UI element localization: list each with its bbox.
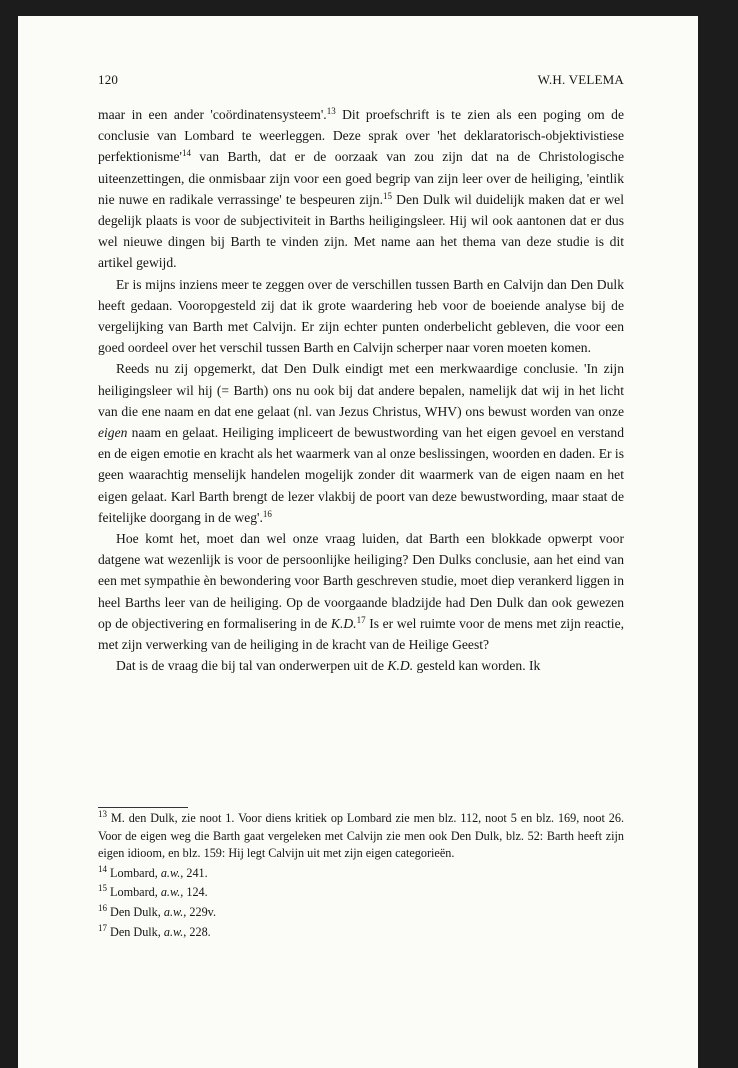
footnote-number: 17 xyxy=(98,922,107,933)
footnote-text: M. den Dulk, zie noot 1. Voor diens kritiek op Lombard zie men blz. 112, noot 5 en blz. 169, noot 26. Voor de eigen weg die Barth gaat vergeleken met Calvijn zie men ook Den Dulk, blz. 52: Barth heeft zijn eigen idioom, en blz. 159: Hij legt Calvijn uit met zijn eigen categorieën. xyxy=(98,811,625,861)
footnote-number: 15 xyxy=(98,883,107,894)
footnote-text: , 229v. xyxy=(183,904,217,919)
footnote-divider xyxy=(98,807,188,808)
body-text xyxy=(98,104,624,676)
emphasis: K.D. xyxy=(387,658,414,674)
footnote-text: Den Dulk, xyxy=(110,924,164,939)
text-run: Dat is de vraag die bij tal van onderwerpen uit de xyxy=(116,658,388,674)
paragraph-2: Er is mijns inziens meer te zeggen over de verschillen tussen Barth en Calvijn dan Den Dulk heeft gedaan. Vooropgesteld zij dat ik grote waardering heb voor de boeiende analyse bij de vergelijking van Barth met Calvijn. Er zijn echter punten onderbelicht gebleven, die voor een goed oordeel over het verschil tussen Barth en Calvijn scherper naar voren moeten komen. xyxy=(98,276,624,356)
footnote-number: 13 xyxy=(98,809,107,819)
footnote-15 xyxy=(98,884,624,902)
text-run: van Barth, dat er de oorzaak van zou zijn dat na de Christologische uiteenzettingen, die onmisbaar zijn voor een goed begrip van zijn leer over de heiliging, 'eintlik nie nuwe en radikale verrassinge' te bespeuren zijn. xyxy=(98,149,624,207)
paragraph-4 xyxy=(98,528,624,655)
footnotes xyxy=(98,807,624,941)
footnote-ref-17: 17 xyxy=(356,614,366,625)
emphasis: a.w. xyxy=(160,885,181,900)
footnote-ref-14: 14 xyxy=(182,148,191,159)
footnote-14 xyxy=(98,865,624,883)
emphasis: K.D. xyxy=(330,615,357,631)
page-header xyxy=(98,72,624,92)
footnote-ref-13: 13 xyxy=(326,106,336,116)
text-run: gesteld kan worden. Ik xyxy=(413,658,541,674)
footnote-text: , 241. xyxy=(180,865,208,880)
footnote-text: , 124. xyxy=(180,885,208,900)
footnote-number: 16 xyxy=(98,902,107,913)
emphasis: a.w. xyxy=(160,865,181,880)
footnote-ref-15: 15 xyxy=(382,190,392,201)
emphasis: a.w. xyxy=(163,904,184,919)
footnote-ref-16: 16 xyxy=(262,508,272,519)
text-run: Den Dulk wil duidelijk maken dat er wel degelijk plaats is voor de subjectiviteit in Barths heiligingsleer. Hij wil ook aantonen dat er dus wel nieuwe dingen bij Barth te vinden zijn. Met name aan het thema van deze studie is dit artikel gewijd. xyxy=(98,191,624,271)
page-number: 120 xyxy=(98,72,119,87)
text-run: Dit proefschrift is te zien als een poging om de conclusie van Lombard te weerleggen. Deze sprak over 'het deklaratorisch-objektivistiese perfektionisme' xyxy=(98,107,624,165)
footnote-text: Lombard, xyxy=(110,885,161,900)
footnote-text: Lombard, xyxy=(110,865,161,880)
footnote-17 xyxy=(98,924,624,942)
footnote-number: 14 xyxy=(98,863,107,874)
emphasis: a.w. xyxy=(163,924,184,939)
paragraph-3 xyxy=(98,358,624,528)
emphasis: eigen xyxy=(98,425,128,441)
footnote-text: Den Dulk, xyxy=(110,904,164,919)
footnote-13 xyxy=(98,810,624,863)
text-run: maar in een ander 'coördinatensysteem'. xyxy=(98,107,327,122)
text-run: Reeds nu zij opgemerkt, dat Den Dulk eindigt met een merkwaardige conclusie. 'In zijn heiligingsleer wil hij (= Barth) ons nu ook bij dat andere bepalen, namelijk dat wij in het licht van die ene naam en dat ene gelaat (nl. van Jezus Christus, WHV) ons bewust worden van onze xyxy=(98,361,624,419)
text-run: Hoe komt het, moet dan wel onze vraag luiden, dat Barth een blokkade opwerpt voor datgene wat wezenlijk is voor de persoonlijke heiliging? Den Dulks conclusie, aan het eind van een met sympathie èn bewondering voor Barth geschreven studie, moet diep verankerd liggen in heel Barths leer van de heiliging. Op de voorgaande bladzijde had Den Dulk dan ook gewezen op de objectivering en formalisering in de xyxy=(98,531,624,631)
footnote-16 xyxy=(98,904,624,922)
paragraph-1 xyxy=(98,104,624,274)
text-run: Is er wel ruimte voor de mens met zijn reactie, met zijn verwerking van de heiliging in de kracht van de Heilige Geest? xyxy=(98,615,624,653)
paragraph-5 xyxy=(98,655,624,676)
running-head: W.H. VELEMA xyxy=(537,72,624,87)
text-run: naam en gelaat. Heiliging impliceert de bewustwording van het eigen gevoel en verstand en de eigen emotie en kracht als het waarmerk van al onze beslissingen, woorden en daden. Er is geen waarachtig menselijk handelen mogelijk zonder dit waarmerk van de eigen naam en het eigen gelaat. Karl Barth brengt de lezer vlakbij de poort van deze bewustwording, maar staat de feitelijke doorgang in de weg'. xyxy=(98,425,624,525)
footnote-text: , 228. xyxy=(183,924,211,939)
